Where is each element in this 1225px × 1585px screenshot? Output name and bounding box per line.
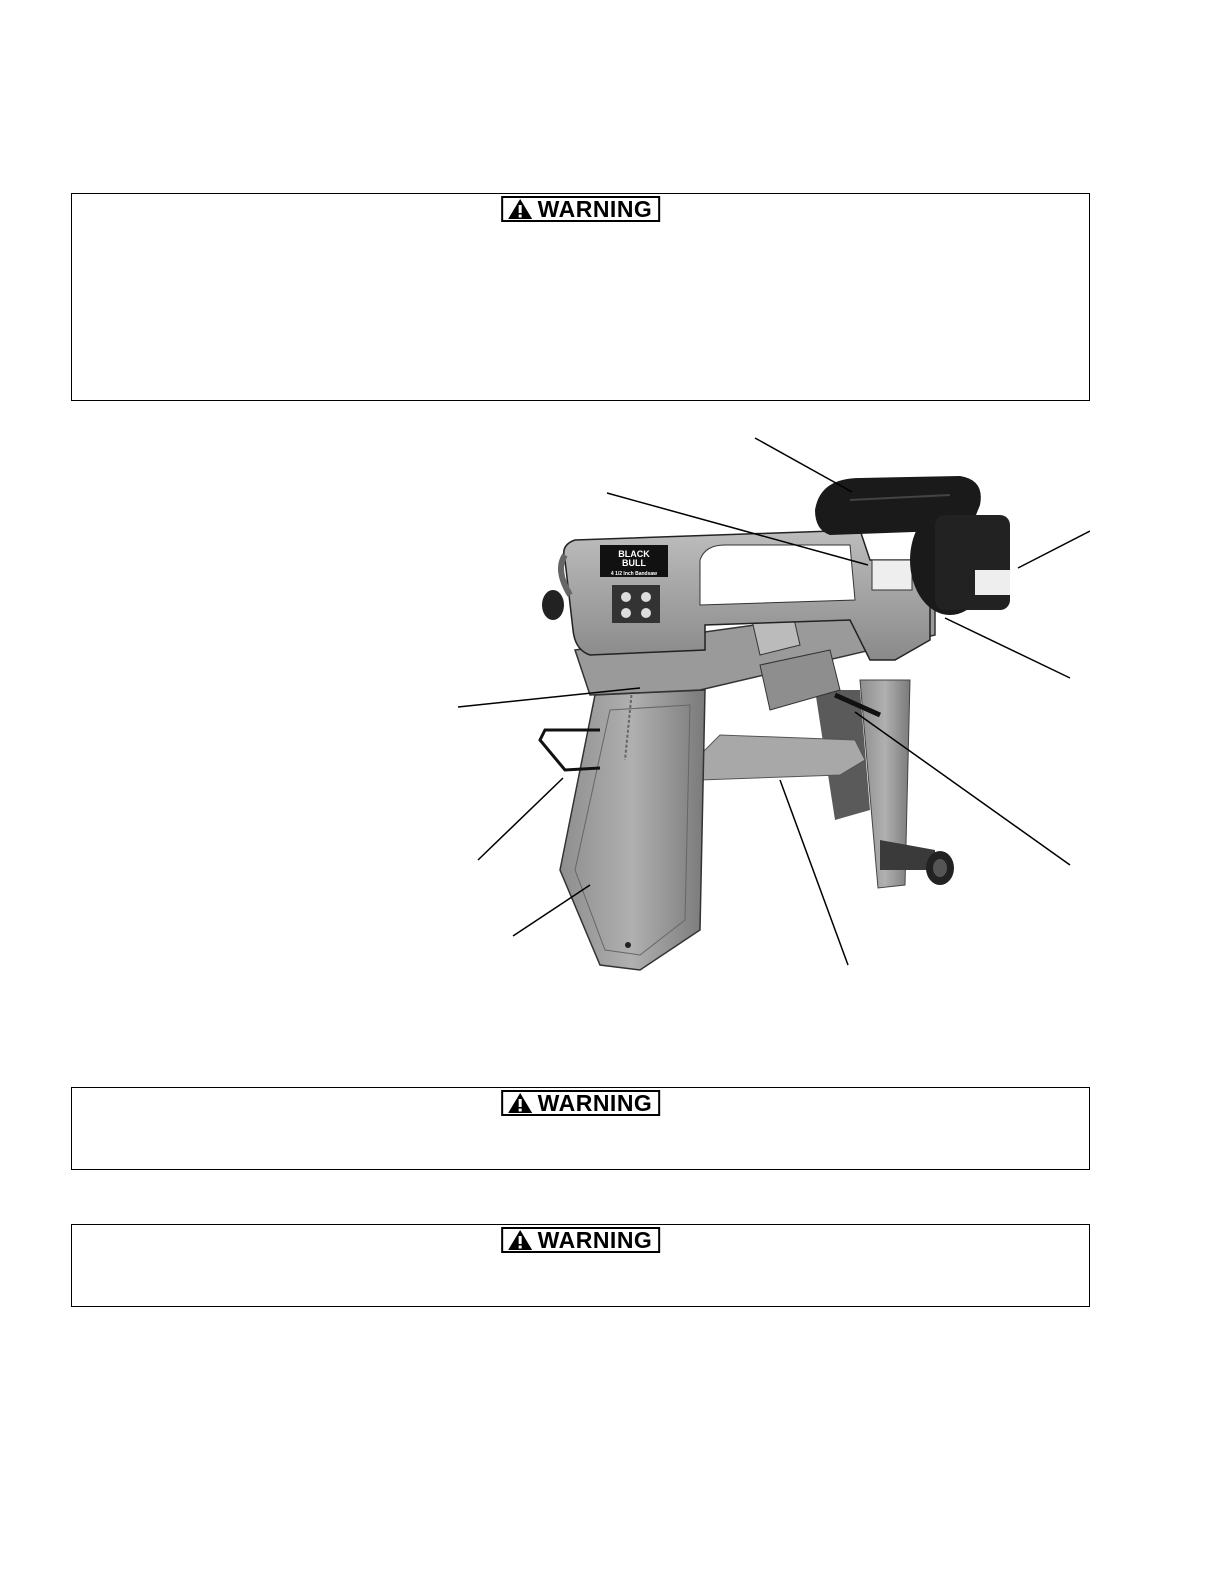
wheel (926, 851, 954, 885)
front-leg (560, 690, 705, 970)
warning-box-middle (71, 1087, 1090, 1170)
brand-text-line1: BLACK (618, 549, 650, 559)
control-panel (612, 585, 660, 623)
bandsaw-figure (440, 430, 1090, 980)
motor (910, 505, 1010, 615)
warning-label (501, 196, 661, 222)
brand-label (600, 545, 668, 577)
brand-text-line2: BULL (622, 558, 646, 568)
warning-box-top (71, 193, 1090, 401)
warning-text: WARNING (537, 195, 653, 222)
warning-triangle-icon (507, 1092, 533, 1114)
guard-label (872, 560, 912, 590)
warning-triangle-icon (507, 198, 533, 220)
warning-box-bottom (71, 1224, 1090, 1307)
warning-triangle-icon (507, 1229, 533, 1251)
warning-label (501, 1090, 661, 1116)
callout-line-motor (1018, 531, 1090, 568)
model-text: 4 1/2 Inch Bandsaw (610, 571, 658, 577)
warning-text: WARNING (537, 1089, 653, 1116)
callout-line-blade-guard (945, 618, 1070, 678)
callout-line-pulley (755, 438, 852, 492)
tension-knob (542, 590, 564, 620)
shelf (685, 735, 865, 780)
warning-label (501, 1227, 661, 1253)
callout-line-handle (478, 778, 563, 860)
warning-text: WARNING (537, 1226, 653, 1253)
